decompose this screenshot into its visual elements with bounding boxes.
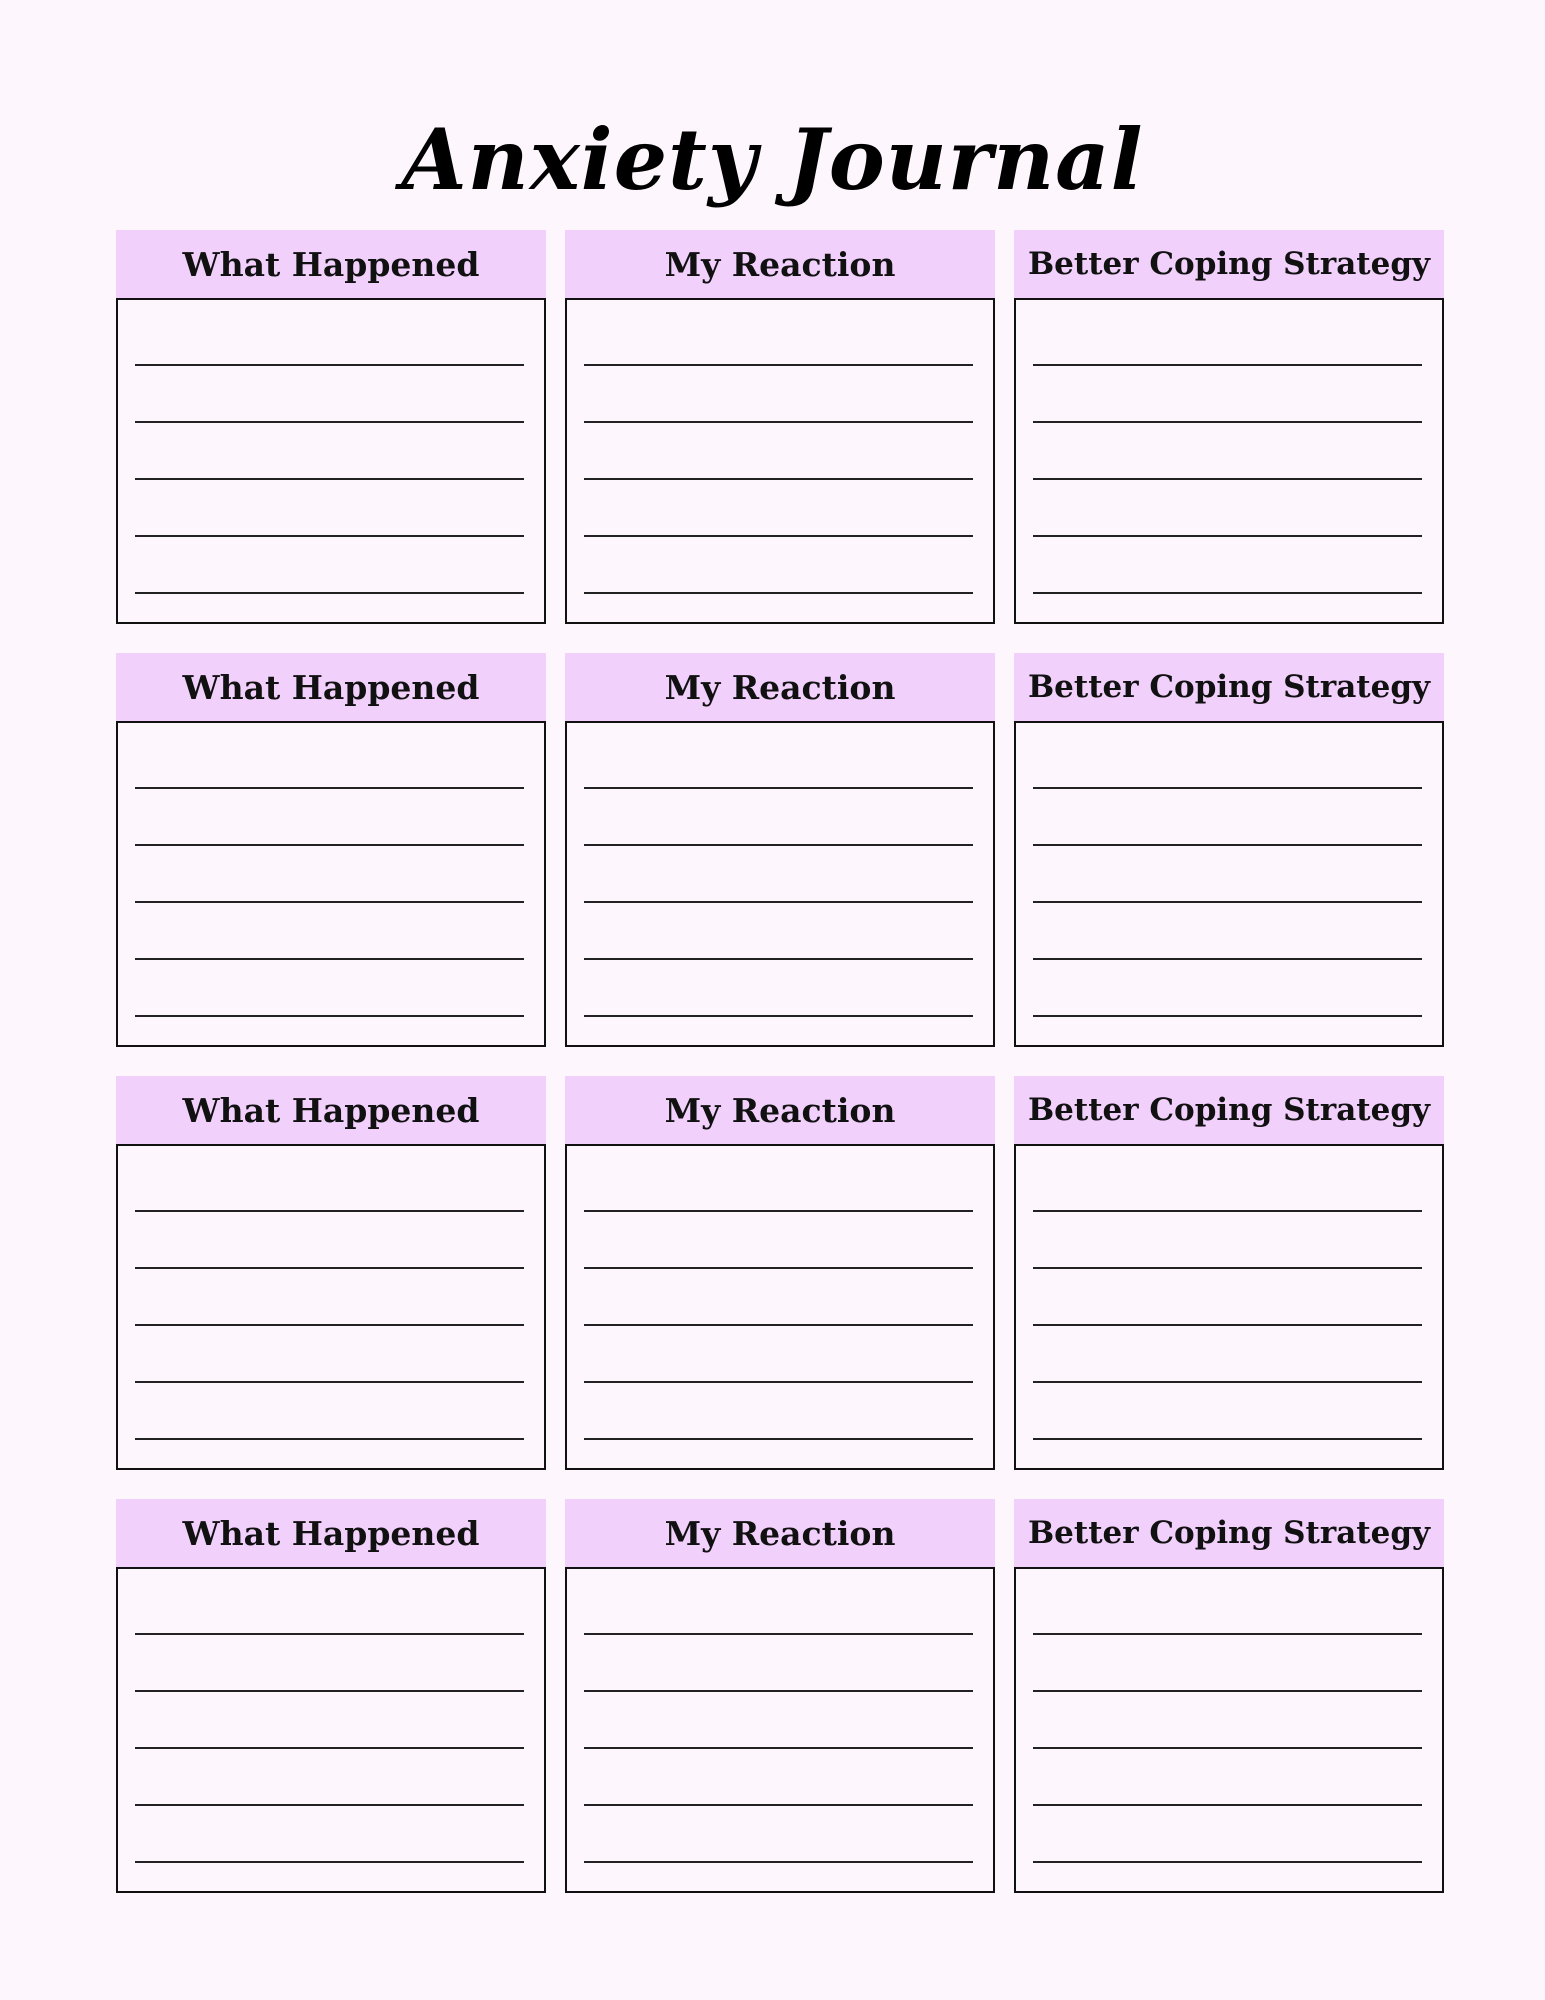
better-coping-strategy-section — [1014, 230, 1444, 629]
writing-line — [1033, 1804, 1422, 1806]
writing-line — [1033, 1324, 1422, 1326]
writing-line — [135, 364, 524, 366]
writing-line — [1033, 1267, 1422, 1269]
writing-line — [584, 1747, 973, 1749]
writing-line — [584, 1324, 973, 1326]
writing-line — [135, 1438, 524, 1440]
writing-line — [1033, 1690, 1422, 1692]
writing-line — [1033, 1210, 1422, 1212]
better-coping-strategy-writing-box[interactable] — [1014, 298, 1444, 624]
journal-entry-row — [116, 1076, 1445, 1475]
writing-line — [135, 1267, 524, 1269]
writing-line — [584, 787, 973, 789]
writing-line — [135, 958, 524, 960]
better-coping-strategy-header: Better Coping Strategy — [1014, 230, 1444, 298]
writing-line — [1033, 901, 1422, 903]
my-reaction-header: My Reaction — [565, 653, 995, 721]
my-reaction-header: My Reaction — [565, 230, 995, 298]
writing-line — [584, 478, 973, 480]
better-coping-strategy-writing-box[interactable] — [1014, 721, 1444, 1047]
writing-line — [1033, 1381, 1422, 1383]
writing-line — [135, 901, 524, 903]
my-reaction-section — [565, 653, 995, 1052]
writing-line — [135, 1381, 524, 1383]
what-happened-section — [116, 1499, 546, 1898]
writing-line — [584, 1633, 973, 1635]
writing-line — [135, 1210, 524, 1212]
what-happened-section — [116, 230, 546, 629]
what-happened-writing-box[interactable] — [116, 721, 546, 1047]
writing-line — [135, 787, 524, 789]
writing-line — [584, 1690, 973, 1692]
what-happened-writing-box[interactable] — [116, 298, 546, 624]
writing-line — [135, 478, 524, 480]
better-coping-strategy-section — [1014, 1499, 1444, 1898]
writing-line — [1033, 478, 1422, 480]
writing-line — [1033, 535, 1422, 537]
my-reaction-section — [565, 1499, 995, 1898]
writing-line — [1033, 958, 1422, 960]
my-reaction-section — [565, 1076, 995, 1475]
my-reaction-writing-box[interactable] — [565, 721, 995, 1047]
journal-entry-row — [116, 1499, 1445, 1898]
writing-line — [135, 535, 524, 537]
writing-line — [584, 1210, 973, 1212]
writing-line — [584, 1804, 973, 1806]
writing-line — [135, 1804, 524, 1806]
my-reaction-writing-box[interactable] — [565, 298, 995, 624]
writing-line — [584, 844, 973, 846]
better-coping-strategy-header: Better Coping Strategy — [1014, 1076, 1444, 1144]
what-happened-writing-box[interactable] — [116, 1567, 546, 1893]
better-coping-strategy-writing-box[interactable] — [1014, 1144, 1444, 1470]
better-coping-strategy-header: Better Coping Strategy — [1014, 653, 1444, 721]
writing-line — [584, 1015, 973, 1017]
journal-grid — [116, 230, 1445, 1898]
writing-line — [584, 901, 973, 903]
writing-line — [584, 592, 973, 594]
writing-line — [135, 592, 524, 594]
writing-line — [135, 1324, 524, 1326]
better-coping-strategy-writing-box[interactable] — [1014, 1567, 1444, 1893]
writing-line — [1033, 1861, 1422, 1863]
writing-line — [1033, 1438, 1422, 1440]
journal-entry-row — [116, 653, 1445, 1052]
writing-line — [584, 1267, 973, 1269]
writing-line — [1033, 421, 1422, 423]
what-happened-header: What Happened — [116, 1076, 546, 1144]
better-coping-strategy-section — [1014, 653, 1444, 1052]
writing-line — [135, 1633, 524, 1635]
what-happened-section — [116, 1076, 546, 1475]
writing-line — [1033, 844, 1422, 846]
writing-line — [135, 1861, 524, 1863]
my-reaction-writing-box[interactable] — [565, 1144, 995, 1470]
writing-line — [135, 421, 524, 423]
writing-line — [1033, 787, 1422, 789]
page-title: Anxiety Journal — [401, 110, 1144, 209]
journal-entry-row — [116, 230, 1445, 629]
writing-line — [1033, 592, 1422, 594]
my-reaction-header: My Reaction — [565, 1076, 995, 1144]
writing-line — [1033, 1015, 1422, 1017]
writing-line — [1033, 1633, 1422, 1635]
writing-line — [584, 1861, 973, 1863]
writing-line — [135, 1690, 524, 1692]
writing-line — [584, 364, 973, 366]
writing-line — [135, 844, 524, 846]
what-happened-header: What Happened — [116, 1499, 546, 1567]
what-happened-header: What Happened — [116, 653, 546, 721]
what-happened-header: What Happened — [116, 230, 546, 298]
my-reaction-header: My Reaction — [565, 1499, 995, 1567]
writing-line — [135, 1747, 524, 1749]
better-coping-strategy-section — [1014, 1076, 1444, 1475]
writing-line — [1033, 364, 1422, 366]
writing-line — [1033, 1747, 1422, 1749]
writing-line — [135, 1015, 524, 1017]
writing-line — [584, 1438, 973, 1440]
writing-line — [584, 421, 973, 423]
my-reaction-writing-box[interactable] — [565, 1567, 995, 1893]
better-coping-strategy-header: Better Coping Strategy — [1014, 1499, 1444, 1567]
writing-line — [584, 958, 973, 960]
writing-line — [584, 535, 973, 537]
my-reaction-section — [565, 230, 995, 629]
what-happened-writing-box[interactable] — [116, 1144, 546, 1470]
what-happened-section — [116, 653, 546, 1052]
writing-line — [584, 1381, 973, 1383]
